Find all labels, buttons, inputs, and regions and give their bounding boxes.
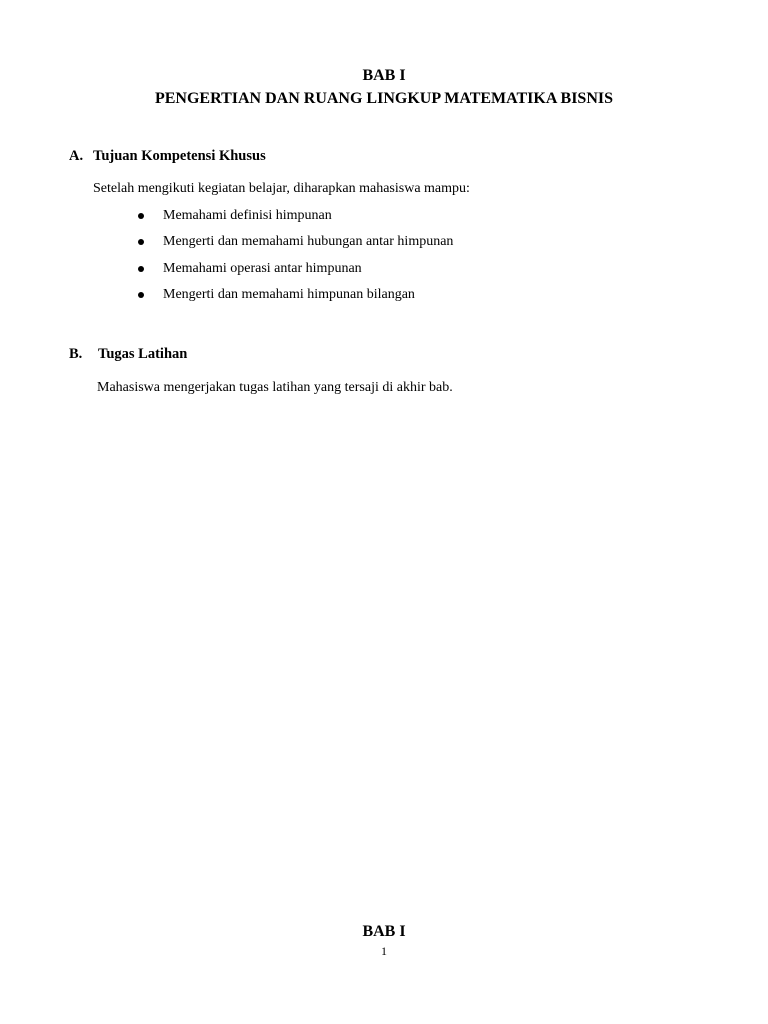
list-item-text: Mengerti dan memahami hubungan antar himpunan	[163, 234, 454, 250]
footer-chapter-label: BAB I	[362, 923, 406, 940]
section-a-intro: Setelah mengikuti kegiatan belajar, diharapkan mahasiswa mampu:	[93, 181, 470, 196]
section-b-heading	[69, 345, 187, 363]
list-item-text: Mengerti dan memahami himpunan bilangan	[163, 286, 415, 302]
section-b-marker: B.	[69, 346, 83, 362]
section-a-marker: A.	[69, 148, 84, 164]
chapter-label: BAB I	[362, 67, 406, 84]
bullet-icon	[138, 213, 144, 219]
list-item-text: Memahami definisi himpunan	[163, 208, 332, 223]
chapter-title: PENGERTIAN DAN RUANG LINGKUP MATEMATIKA BISNIS	[154, 90, 613, 107]
section-a-heading	[69, 147, 266, 165]
section-b-text: Mahasiswa mengerjakan tugas latihan yang tersaji di akhir bab.	[97, 380, 453, 395]
list-item-text: Memahami operasi antar himpunan	[163, 260, 362, 276]
bullet-icon	[138, 266, 144, 272]
section-b-title: Tugas Latihan	[98, 346, 188, 362]
section-a-title: Tujuan Kompetensi Khusus	[93, 148, 266, 164]
bullet-icon	[138, 292, 144, 298]
bullet-icon	[138, 239, 144, 245]
page-number: 1	[381, 944, 387, 958]
